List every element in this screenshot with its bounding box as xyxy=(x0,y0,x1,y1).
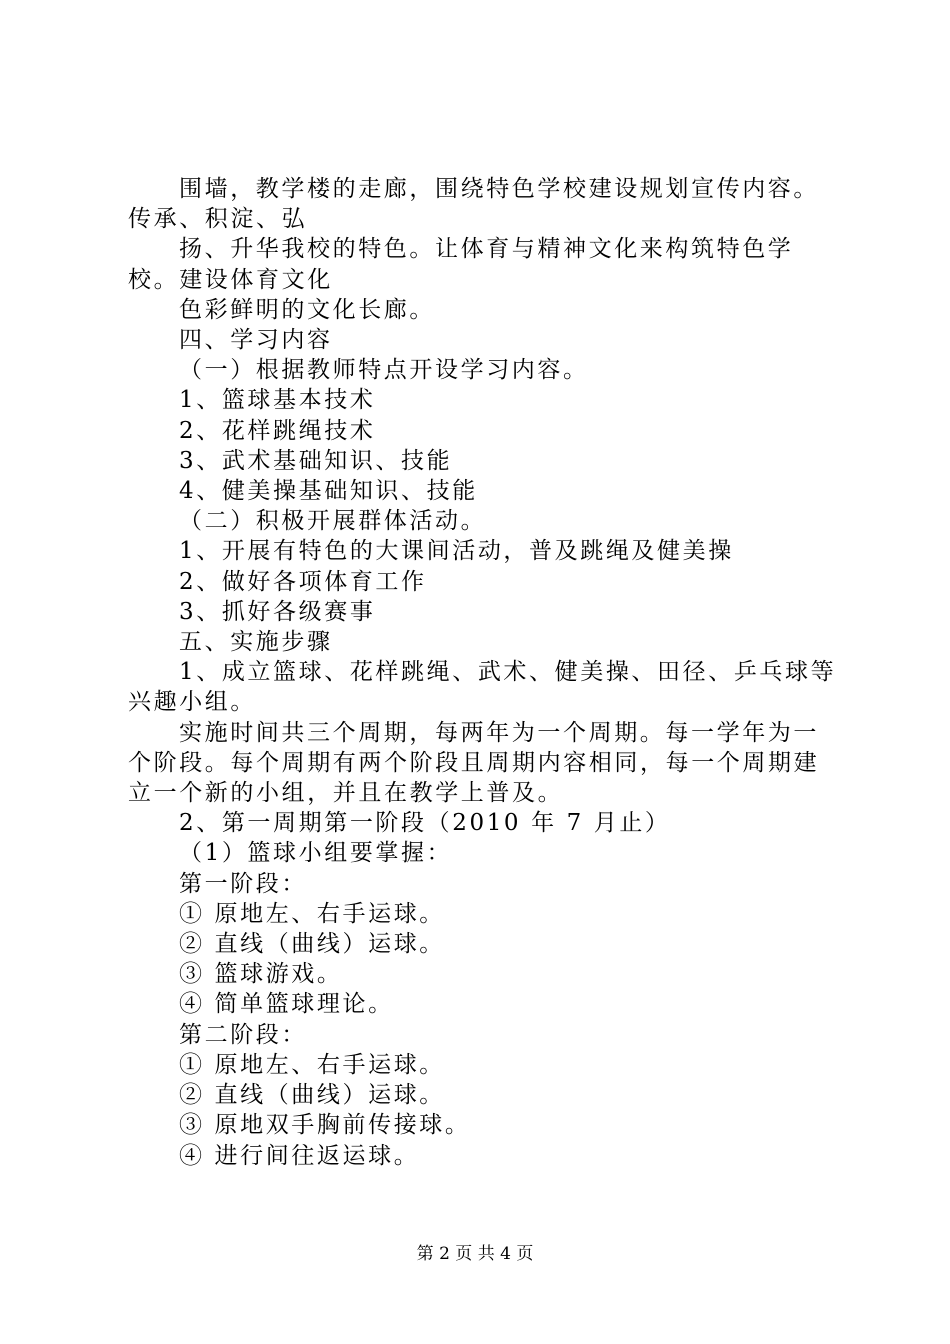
page-footer xyxy=(0,1243,950,1265)
paragraph-2: 扬、升华我校的特色。让体育与精神文化来构筑特色学校。建设体育文化 xyxy=(128,236,794,293)
list-item: ④ 简单篮球理论。 xyxy=(179,991,394,1018)
list-item: ④ 进行间往返运球。 xyxy=(179,1142,420,1169)
list-item: 4、健美操基础知识、技能 xyxy=(179,478,478,505)
list-item: ③ 篮球游戏。 xyxy=(179,961,343,988)
list-item: ① 原地左、右手运球。 xyxy=(179,900,445,927)
paragraph-1: 围墙，教学楼的走廊，围绕特色学校建设规划宣传内容。传承、积淀、弘 xyxy=(128,176,819,233)
list-item: 3、抓好各级赛事 xyxy=(179,598,376,625)
list-item: ① 原地左、右手运球。 xyxy=(179,1051,445,1078)
subsection-heading-1: （一）根据教师特点开设学习内容。 xyxy=(179,357,589,384)
list-item: 1、开展有特色的大课间活动，普及跳绳及健美操 xyxy=(179,538,734,565)
stage-heading-2: 第二阶段： xyxy=(179,1021,307,1048)
page-number: 第 2 页 共 4 页 xyxy=(416,1244,534,1264)
list-item: 3、武术基础知识、技能 xyxy=(179,447,453,474)
list-item: 2、第一周期第一阶段（2010 年 7 月止） xyxy=(179,810,671,837)
list-item: 2、做好各项体育工作 xyxy=(179,568,427,595)
subsection-heading-2: （二）积极开展群体活动。 xyxy=(179,508,487,535)
list-item: ② 直线（曲线）运球。 xyxy=(179,1082,445,1109)
document-body xyxy=(128,174,842,1171)
list-item: 1、篮球基本技术 xyxy=(179,387,376,414)
list-item: 2、花样跳绳技术 xyxy=(179,417,376,444)
section-heading-5: 五、实施步骤 xyxy=(179,629,333,656)
list-item: 1、成立篮球、花样跳绳、武术、健美操、田径、乒乓球等兴趣小组。 xyxy=(128,659,837,716)
paragraph-schedule: 实施时间共三个周期，每两年为一个周期。每一学年为一个阶段。每个周期有两个阶段且周期内容相同，每一个周期建立一个新的小组，并且在教学上普及。 xyxy=(128,719,820,807)
list-item: ③ 原地双手胸前传接球。 xyxy=(179,1112,471,1139)
paragraph-3: 色彩鲜明的文化长廊。 xyxy=(179,296,435,323)
list-item: ② 直线（曲线）运球。 xyxy=(179,931,445,958)
subsection-heading-basketball: （1）篮球小组要掌握： xyxy=(179,840,453,867)
section-heading-4: 四、学习内容 xyxy=(179,327,333,354)
stage-heading-1: 第一阶段： xyxy=(179,870,307,897)
